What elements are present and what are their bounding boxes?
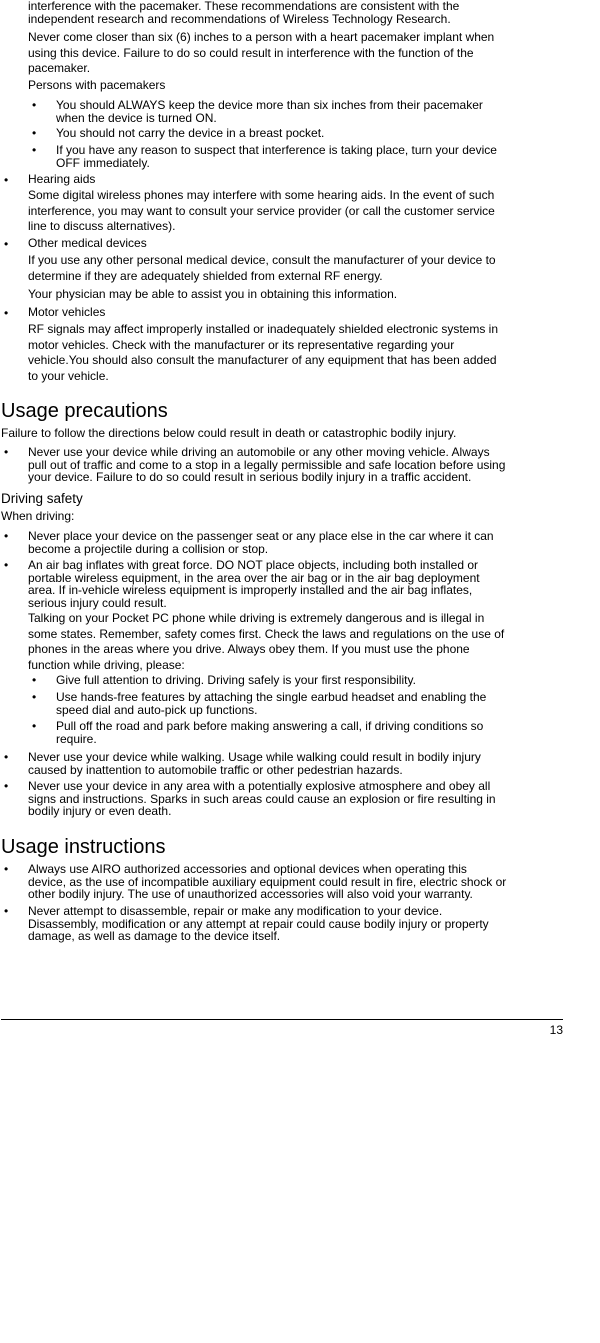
driving-safety-intro: When driving:	[1, 509, 75, 523]
bullet-marker: •	[4, 904, 9, 918]
pacemaker-item-3: If you have any reason to suspect that interference is taking place, turn your device OFF immediately.	[56, 143, 497, 170]
bullet-marker: •	[4, 237, 9, 251]
bullet-marker: •	[32, 673, 37, 687]
motor-vehicles-paragraph: RF signals may affect improperly installed or inadequately shielded electronic systems in motor vehicles. Check with the manufacturer or its representative regarding your vehicle.You should also consult the manufacturer of any equipment that has been added to your vehicle.	[28, 322, 498, 383]
instruction-item-2: Never attempt to disassemble, repair or make any modification to your device. Disassembly, modification or any attempt at repair could cause bodily injury or property damage, as well as damage to the device itself.	[28, 904, 489, 943]
talking-while-driving-paragraph: Talking on your Pocket PC phone while driving is extremely dangerous and is illegal in some states. Remember, safety comes first. Check the laws and regulations on the use of phones in the areas where you drive. Always obey them. If you must use the phone function while driving, please:	[28, 611, 505, 672]
other-medical-devices-title: Other medical devices	[28, 236, 147, 250]
bullet-marker: •	[32, 143, 37, 157]
bullet-marker: •	[4, 445, 9, 459]
bullet-marker: •	[4, 750, 9, 764]
pacemaker-distance-paragraph: Never come closer than six (6) inches to a person with a heart pacemaker implant when using this device. Failure to do so could result in interference with the function of the pacemaker.	[28, 30, 495, 75]
bullet-marker: •	[32, 690, 37, 704]
pacemaker-item-2: You should not carry the device in a breast pocket.	[56, 126, 325, 140]
bullet-marker: •	[4, 529, 9, 543]
page-number: 13	[549, 1023, 563, 1037]
bullet-marker: •	[4, 173, 9, 187]
hearing-aids-title: Hearing aids	[28, 172, 96, 186]
driving-item-3: Never use your device while walking. Usage while walking could result in bodily injury caused by inattention to automobile traffic or other pedestrian hazards.	[28, 750, 481, 777]
physician-paragraph: Your physician may be able to assist you in obtaining this information.	[28, 287, 398, 301]
motor-vehicles-title: Motor vehicles	[28, 305, 106, 319]
driving-safety-heading: Driving safety	[1, 491, 83, 506]
bullet-marker: •	[4, 779, 9, 793]
driving-item-2: An air bag inflates with great force. DO NOT place objects, including both installed or portable wireless equipment, in the area over the air bag or in the air bag deployment area. If in-vehicle wireless equipment is improperly installed and the air bag inflates, serious injury could result.	[28, 558, 480, 610]
precaution-item-1: Never use your device while driving an automobile or any other moving vehicle. Always pull out of traffic and come to a stop in a legally permissible and safe location before using your device. Failure to do so could result in serious bodily injury in a traffic accident.	[28, 445, 506, 484]
instruction-item-1: Always use AIRO authorized accessories and optional devices when operating this device, as the use of incompatible auxiliary equipment could result in fire, electric shock or other bodily injury. The use of unauthorized accessories will also void your warranty.	[28, 862, 507, 901]
persons-with-pacemakers-heading: Persons with pacemakers	[28, 78, 166, 92]
driving-sub-item-1: Give full attention to driving. Driving safely is your first responsibility.	[56, 673, 416, 687]
bullet-marker: •	[32, 126, 37, 140]
driving-item-1: Never place your device on the passenger seat or any place else in the car where it can become a projectile during a collision or stop.	[28, 529, 494, 556]
other-medical-devices-paragraph: If you use any other personal medical device, consult the manufacturer of your device to determine if they are adequately shielded from external RF energy.	[28, 253, 496, 283]
hearing-aids-paragraph: Some digital wireless phones may interfere with some hearing aids. In the event of such interference, you may want to consult your service provider (or call the customer service line to discuss alternatives).	[28, 188, 495, 233]
footer-divider	[1, 1019, 563, 1020]
bullet-marker: •	[4, 306, 9, 320]
driving-sub-item-2: Use hands-free features by attaching the single earbud headset and enabling the speed dial and auto-pick up functions.	[56, 690, 487, 717]
intro-paragraph: interference with the pacemaker. These recommendations are consistent with the independent research and recommendations of Wireless Technology Research.	[28, 0, 460, 26]
driving-item-4: Never use your device in any area with a potentially explosive atmosphere and obey all signs and instructions. Sparks in such areas could cause an explosion or fire resulting in bodily injury or even death.	[28, 779, 496, 818]
bullet-marker: •	[4, 862, 9, 876]
usage-precautions-intro: Failure to follow the directions below could result in death or catastrophic bodily injury.	[1, 426, 457, 440]
driving-sub-item-3: Pull off the road and park before making answering a call, if driving conditions so require.	[56, 719, 484, 746]
usage-precautions-heading: Usage precautions	[1, 400, 168, 422]
bullet-marker: •	[4, 558, 9, 572]
pacemaker-item-1: You should ALWAYS keep the device more than six inches from their pacemaker when the device is turned ON.	[56, 98, 483, 125]
bullet-marker: •	[32, 98, 37, 112]
usage-instructions-heading: Usage instructions	[1, 836, 166, 858]
bullet-marker: •	[32, 719, 37, 733]
